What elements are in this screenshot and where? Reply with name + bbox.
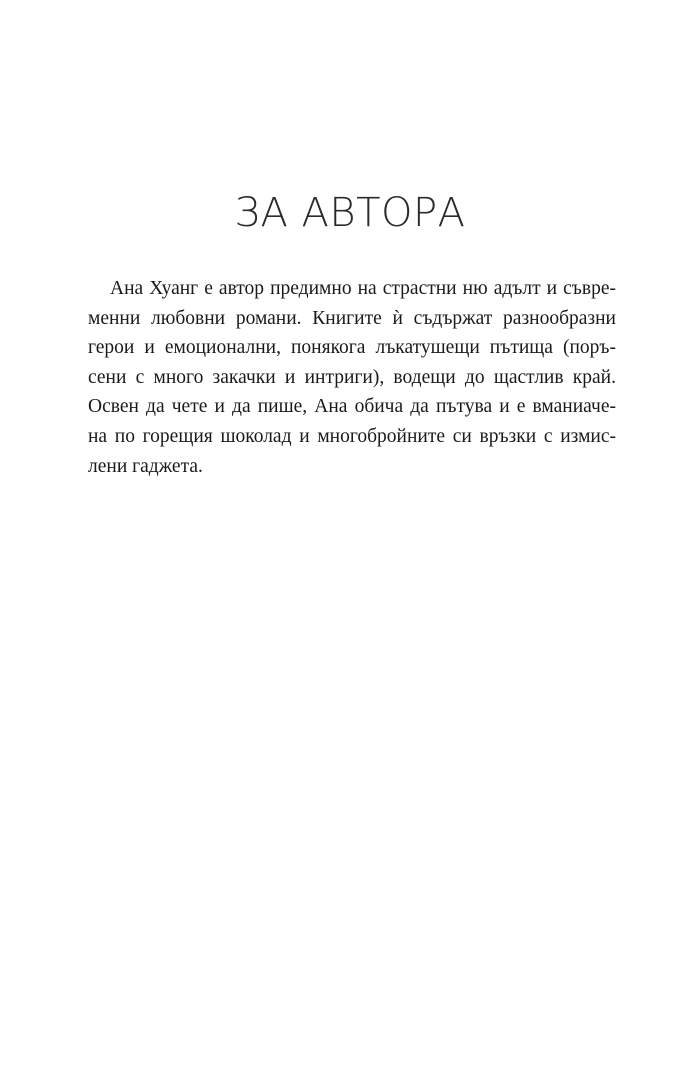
paragraph-line: лени гаджета.: [88, 455, 203, 477]
author-bio-paragraph: [88, 274, 616, 481]
page-title: ЗА АВТОРА: [234, 190, 466, 236]
paragraph-line: на по горещия шоколад и многобройните си връзки с измис-: [88, 425, 616, 447]
paragraph-line: герои и емоционални, понякога лъкатушещи пътища (поръ-: [88, 337, 616, 359]
paragraph-line: сени с много закачки и интриги), водещи до щастлив край.: [88, 366, 616, 388]
paragraph-line: менни любовни романи. Книгите ѝ съдържат разнообразни: [88, 307, 616, 329]
paragraph-line: Ана Хуанг е автор предимно на страстни ню адълт и съвре-: [110, 278, 616, 299]
paragraph-line: Освен да чете и да пише, Ана обича да пътува и е вманиаче-: [88, 396, 616, 418]
